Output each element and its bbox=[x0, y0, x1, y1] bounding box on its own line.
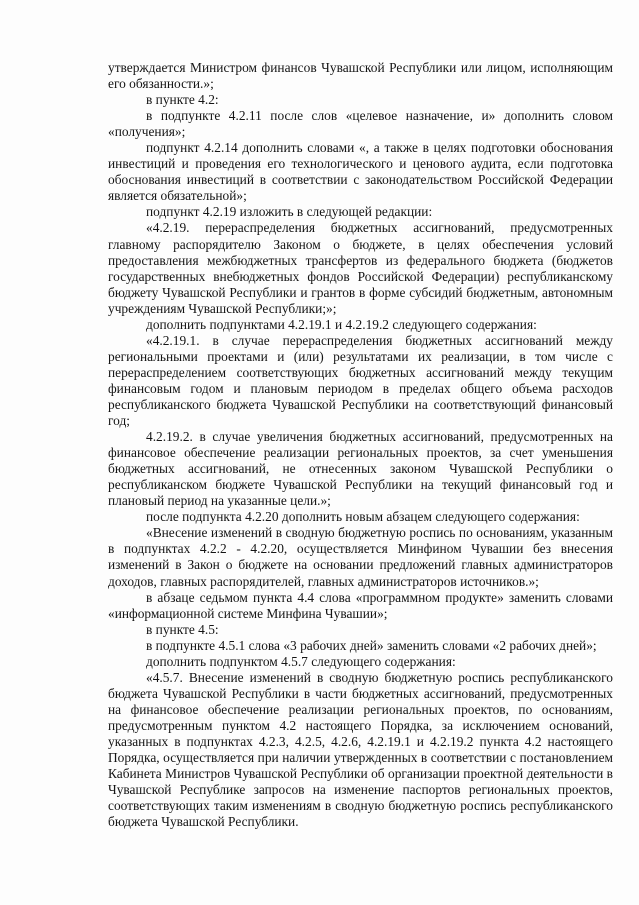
paragraph: «4.2.19.1. в случае перераспределения бюджетных ассигнований между региональными проектами и (или) результатами их реализации, в том числе с перераспределением соответствующих бюджетных ассигнований между текущим финансовым годом и плановым периодом в пределах общего объема расходов республиканского бюджета Чувашской Республики на соответствующий финансовый год; bbox=[108, 332, 613, 429]
paragraph: дополнить подпунктами 4.2.19.1 и 4.2.19.2 следующего содержания: bbox=[146, 316, 537, 332]
paragraph: «4.2.19. перераспределения бюджетных ассигнований, предусмотренных главному распорядителю Законом о бюджете, в целях обеспечения условий предоставления межбюджетных трансфертов из федерального бюджета (бюджетов государственных внебюджетных фондов Российской Федерации) республиканскому бюджету Чувашской Республики и грантов в форме субсидий бюджетным, автономным учреждениям Чувашской Республики;»; bbox=[108, 220, 613, 316]
paragraph: в подпункте 4.2.11 после слов «целевое назначение, и» дополнить словом «получения»; bbox=[108, 108, 613, 140]
paragraph: подпункт 4.2.14 дополнить словами «, а также в целях подготовки обоснования инвестиций и проведения его технологического и ценового аудита, если подготовка обоснования инвестиций в соответствии с законодательством Российской Федерации является обязательной»; bbox=[108, 140, 613, 204]
paragraph: «Внесение изменений в сводную бюджетную роспись по основаниям, указанным в подпунктах 4.2.2 - 4.2.20, осуществляется Минфином Чувашии без внесения изменений в Закон о бюджете на основании предложений главных администраторов доходов, главных распорядителей, главных администраторов источников.»; bbox=[108, 525, 613, 589]
paragraph: «4.5.7. Внесение изменений в сводную бюджетную роспись республиканского бюджета Чувашской Республики в части бюджетных ассигнований, предусмотренных на финансовое обеспечение реализации региональных проектов, по основаниям, предусмотренным пунктом 4.2 настоящего Порядка, за исключением оснований, указанных в подпунктах 4.2.3, 4.2.5, 4.2.6, 4.2.19.1 и 4.2.19.2 пункта 4.2 настоящего Порядка, осуществляется при наличии утвержденных в соответствии с постановлением Кабинета Министров Чувашской Республики об организации проектной деятельности в Чувашской Республике запросов на изменение паспортов региональных проектов, соответствующих таким изменениям в сводную бюджетную роспись республиканского бюджета Чувашской Республики. bbox=[108, 669, 613, 830]
paragraph: после подпункта 4.2.20 дополнить новым абзацем следующего содержания: bbox=[146, 509, 580, 525]
paragraph: в пункте 4.5: bbox=[146, 621, 219, 637]
paragraph: в абзаце седьмом пункта 4.4 слова «программном продукте» заменить словами «информационной системе Минфина Чувашии»; bbox=[108, 589, 613, 621]
paragraph: в пункте 4.2: bbox=[146, 92, 219, 108]
paragraph: 4.2.19.2. в случае увеличения бюджетных ассигнований, предусмотренных на финансовое обеспечение реализации региональных проектов, за счет уменьшения бюджетных ассигнований, не отнесенных законом Чувашской Республики о республиканском бюджете Чувашской Республики на текущий финансовый год и плановый период на указанные цели.»; bbox=[108, 429, 613, 509]
document-body bbox=[108, 60, 613, 830]
paragraph: в подпункте 4.5.1 слова «3 рабочих дней» заменить словами «2 рабочих дней»; bbox=[146, 637, 597, 653]
paragraph: утверждается Министром финансов Чувашской Республики или лицом, исполняющим его обязанности.»; bbox=[108, 60, 613, 92]
paragraph: дополнить подпунктом 4.5.7 следующего содержания: bbox=[146, 653, 456, 669]
paragraph: подпункт 4.2.19 изложить в следующей редакции: bbox=[146, 204, 433, 220]
